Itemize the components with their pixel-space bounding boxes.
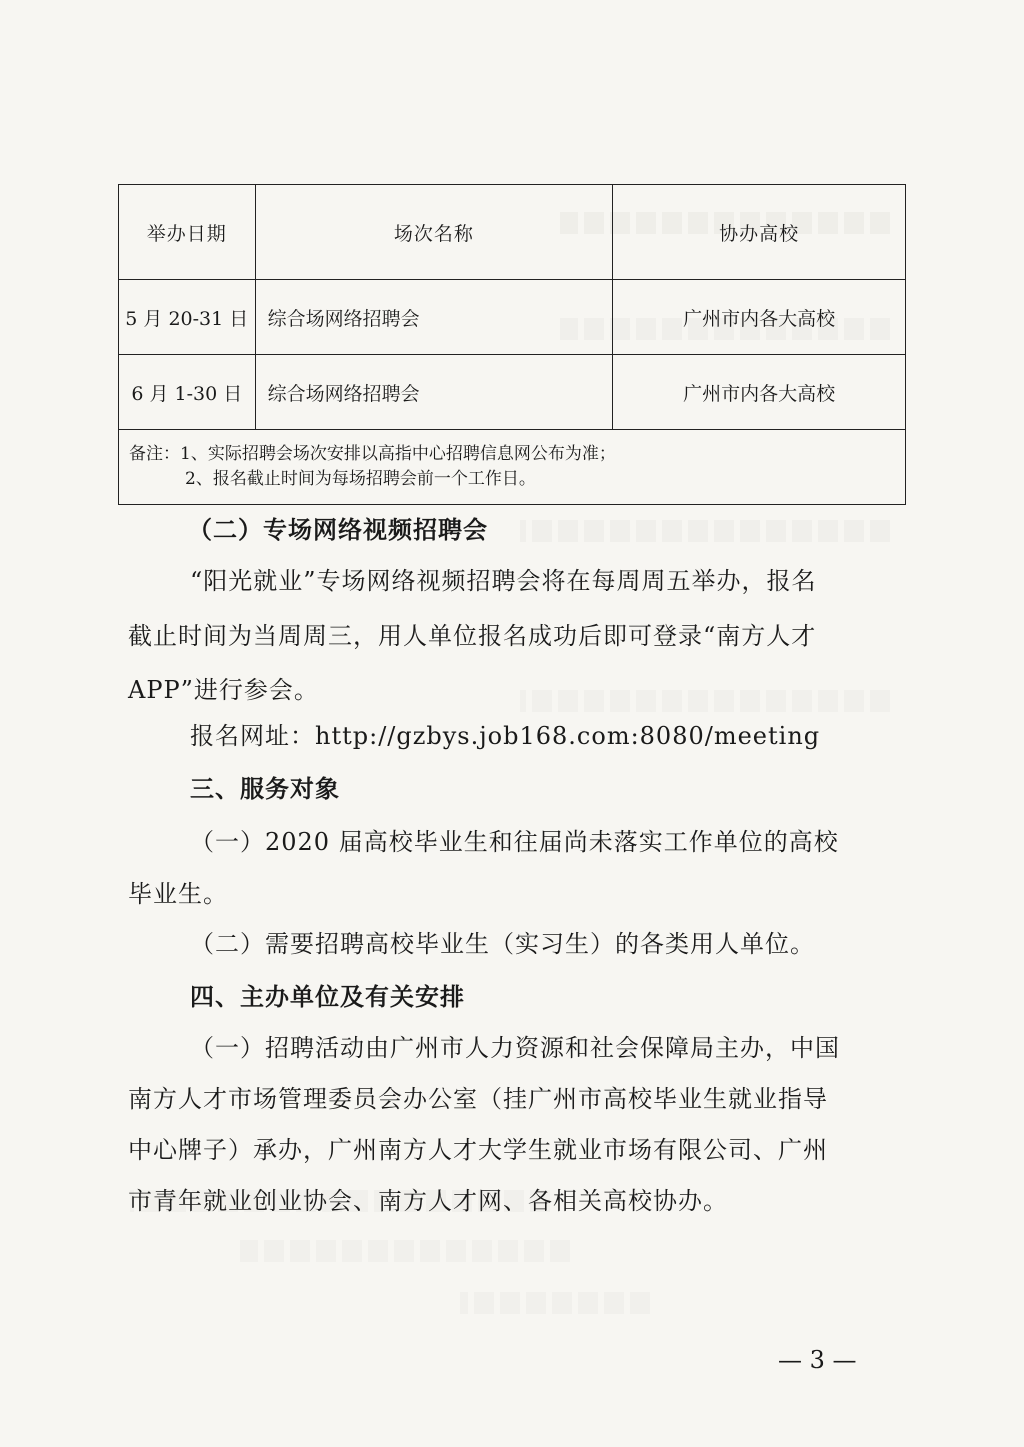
bleed-through-decoration (460, 1292, 650, 1314)
header-date: 举办日期 (119, 185, 256, 280)
bleed-through-decoration (520, 690, 890, 712)
row-date: 6 月 1-30 日 (119, 355, 256, 430)
paragraph-line: APP”进行参会。 (128, 676, 319, 704)
row-date: 5 月 20-31 日 (119, 280, 256, 355)
section-heading-four: 四、主办单位及有关安排 (190, 983, 465, 1011)
registration-url: 报名网址：http://gzbys.job168.com:8080/meeting (190, 722, 821, 750)
row-name: 综合场网络招聘会 (255, 355, 613, 430)
page-number: — 3 — (778, 1346, 857, 1374)
section-heading-three: 三、服务对象 (190, 775, 340, 803)
paragraph-line: （一）2020 届高校毕业生和往届尚未落实工作单位的高校 (190, 828, 839, 856)
table-note (119, 430, 906, 505)
header-school: 协办高校 (613, 185, 906, 280)
table-row (119, 280, 906, 355)
table-note-row (119, 430, 906, 505)
row-school: 广州市内各大高校 (613, 280, 906, 355)
paragraph-line: （一）招聘活动由广州市人力资源和社会保障局主办，中国 (190, 1034, 840, 1062)
row-name: 综合场网络招聘会 (255, 280, 613, 355)
table-row (119, 355, 906, 430)
paragraph-line: 市青年就业创业协会、南方人才网、各相关高校协办。 (128, 1187, 728, 1215)
table-header-row (119, 185, 906, 280)
schedule-table (118, 184, 906, 505)
header-name: 场次名称 (255, 185, 613, 280)
note-line-1: 备注：1、实际招聘会场次安排以高指中心招聘信息网公布为准； (129, 444, 616, 464)
bleed-through-decoration (240, 1240, 570, 1262)
note-line-2: 2、报名截止时间为每场招聘会前一个工作日。 (185, 469, 536, 489)
paragraph-line: 南方人才市场管理委员会办公室（挂广州市高校毕业生就业指导 (128, 1085, 828, 1113)
row-school: 广州市内各大高校 (613, 355, 906, 430)
paragraph-line: 中心牌子）承办，广州南方人才大学生就业市场有限公司、广州 (128, 1136, 828, 1164)
paragraph-line: “阳光就业”专场网络视频招聘会将在每周周五举办，报名 (190, 567, 817, 595)
bleed-through-decoration (520, 520, 890, 542)
paragraph-line: （二）需要招聘高校毕业生（实习生）的各类用人单位。 (190, 930, 815, 958)
paragraph-line: 毕业生。 (128, 880, 228, 908)
paragraph-line: 截止时间为当周周三，用人单位报名成功后即可登录“南方人才 (128, 622, 817, 650)
section-heading-video: （二）专场网络视频招聘会 (188, 516, 488, 544)
